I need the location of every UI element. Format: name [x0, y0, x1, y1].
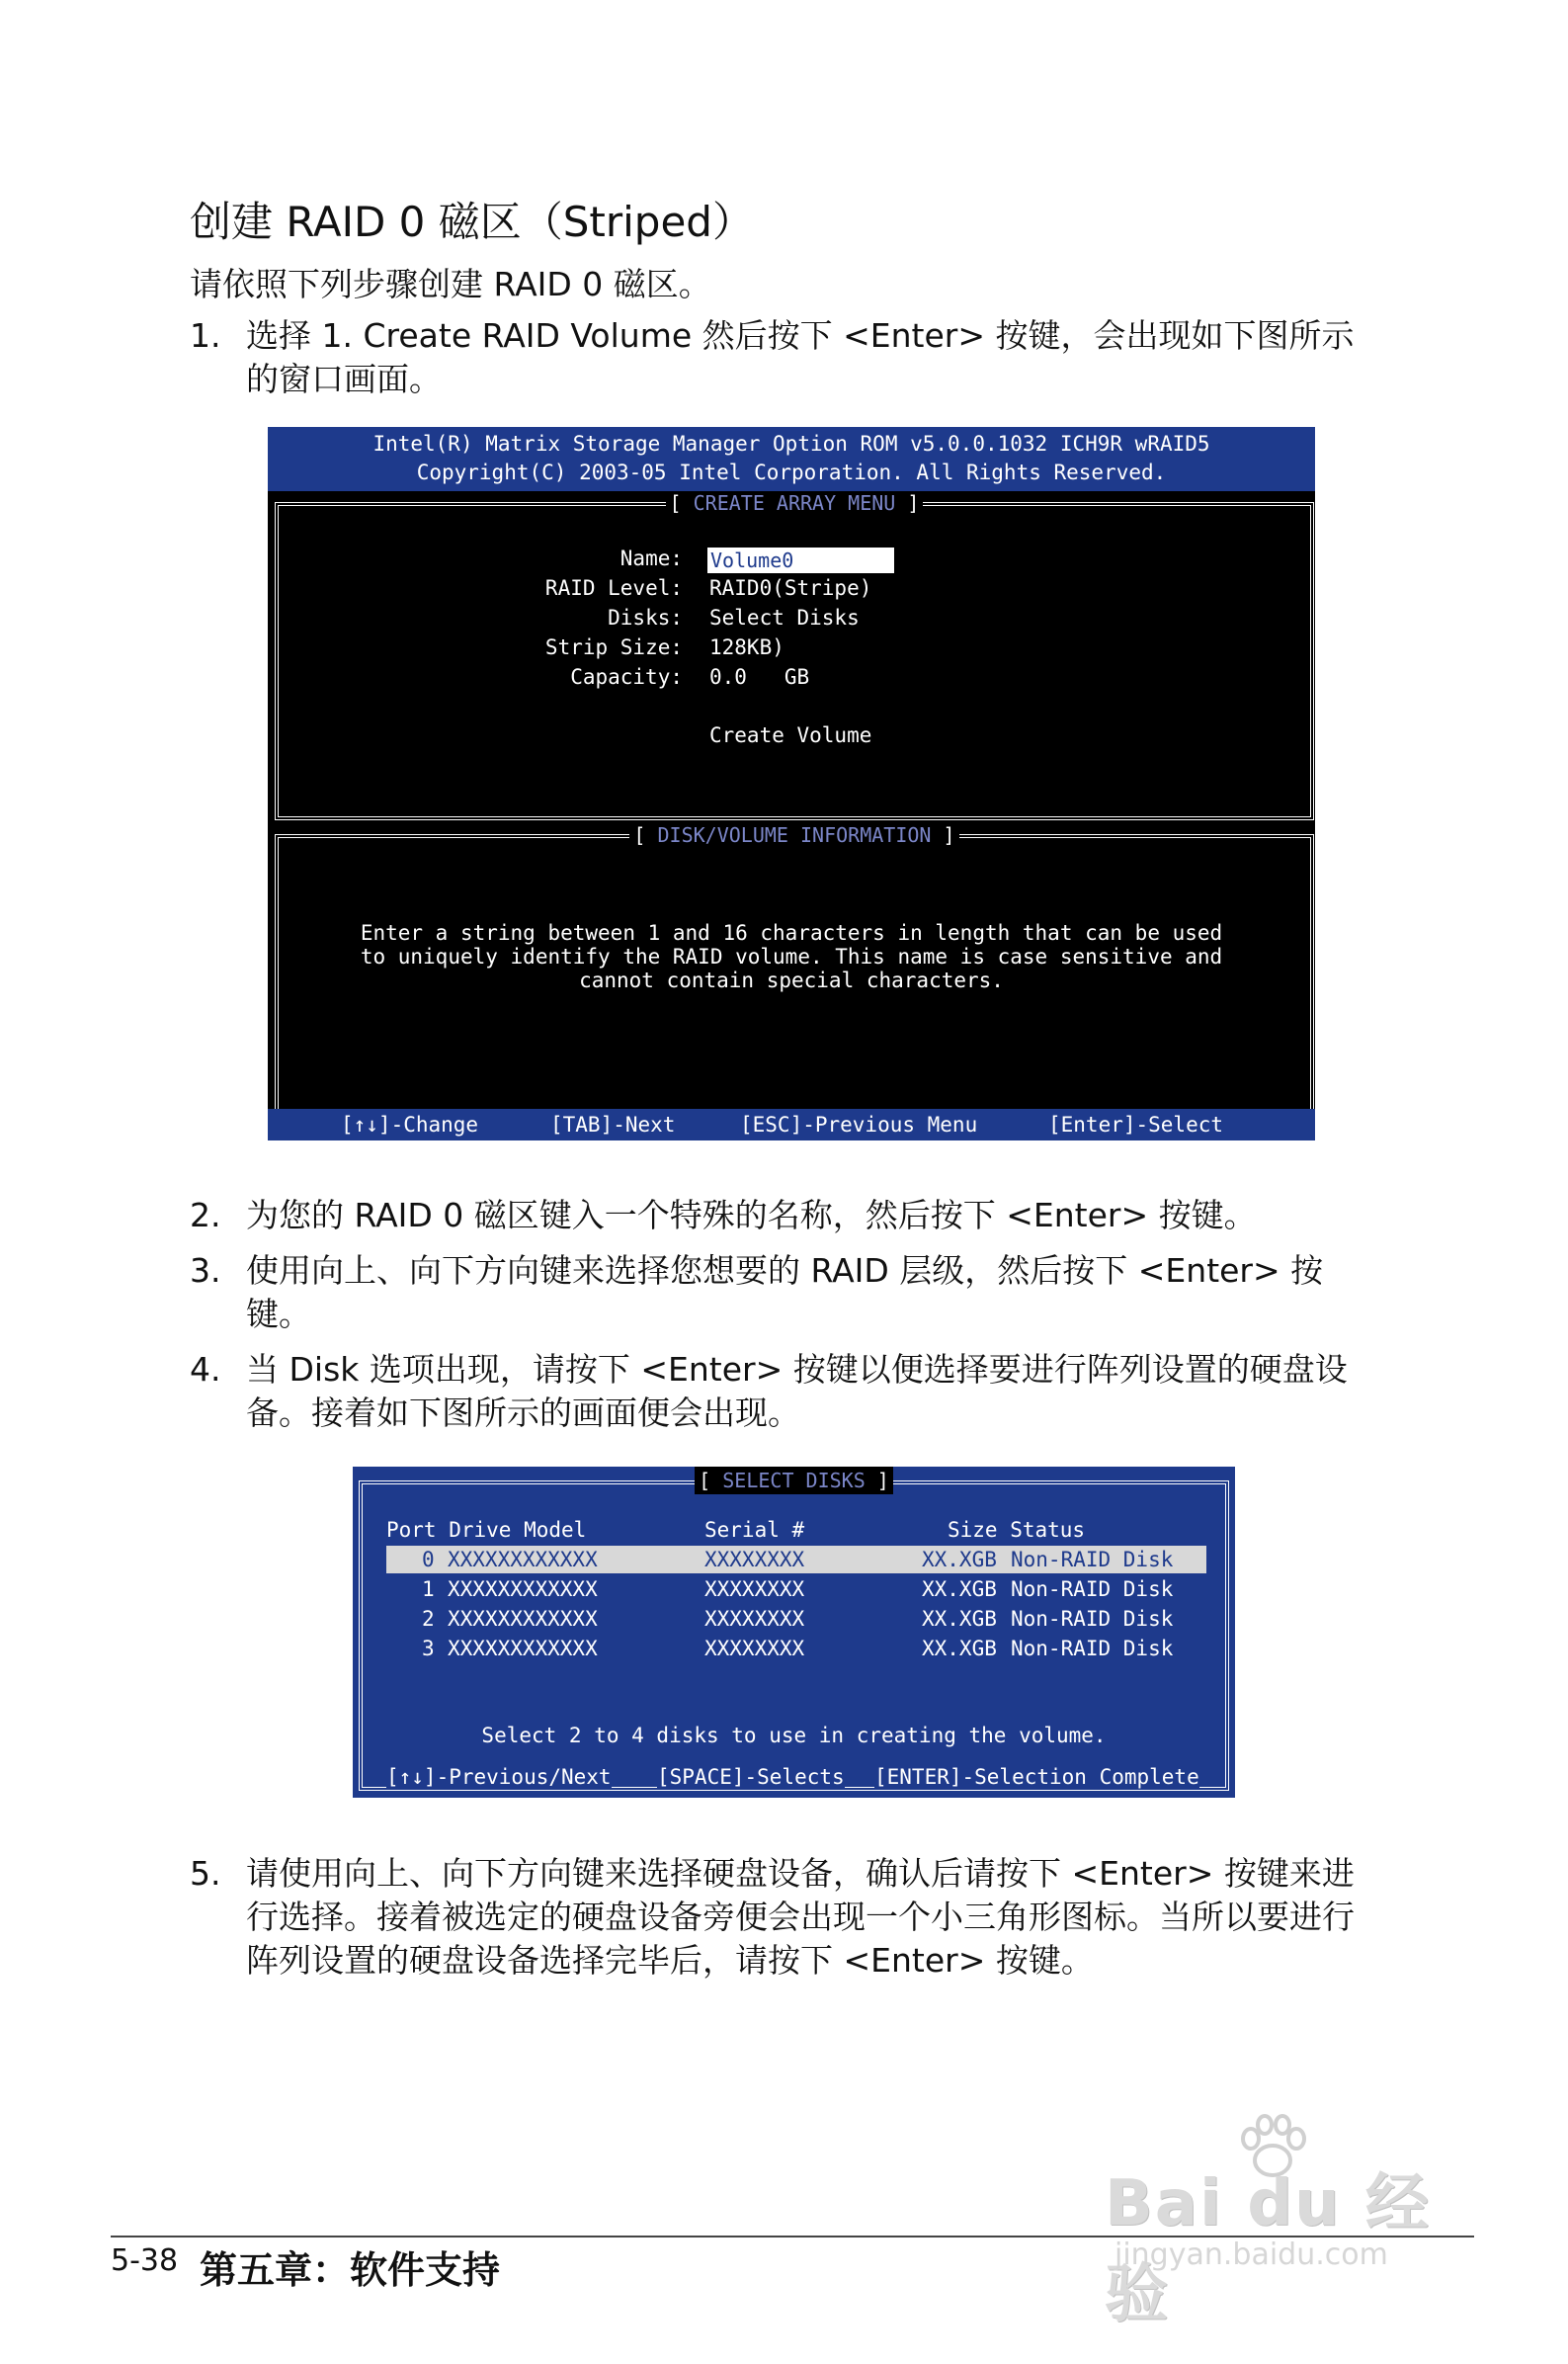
step-text: 为您的 RAID 0 磁区键入一个特殊的名称，然后按下 <Enter> 按键。: [246, 1196, 1257, 1234]
disk-model: XXXXXXXXXXXX: [448, 1577, 598, 1601]
info-line: Enter a string between 1 and 16 characters in length that can be used: [360, 921, 1223, 945]
bios-header-line2: Copyright(C) 2003-05 Intel Corporation. All Rights Reserved.: [416, 461, 1167, 484]
column-header-port-model: Port Drive Model: [386, 1518, 587, 1542]
disk-serial: XXXXXXXX: [704, 1577, 805, 1601]
raid-level-value[interactable]: RAID0(Stripe): [709, 576, 872, 600]
step-number: 1.: [190, 316, 221, 355]
change-key-hint: [↑↓]-Change: [341, 1113, 479, 1137]
disk-status: Non-RAID Disk: [1011, 1548, 1174, 1571]
create-array-screen: [268, 427, 1315, 1140]
menu-title: [ CREATE ARRAY MENU ]: [279, 492, 1310, 514]
step-text: 当 Disk 选项出现，请按下 <Enter> 按键以便选择要进行阵列设置的硬盘设备。接着如下图所示的画面便会出现。: [246, 1350, 1348, 1432]
disk-size: XX.XGB: [922, 1637, 997, 1660]
step-3: [190, 1249, 1375, 1336]
menu-title-text: CREATE ARRAY MENU: [693, 491, 896, 515]
chapter-title: 第五章：软件支持: [200, 2248, 501, 2292]
column-header-serial: Serial #: [704, 1518, 805, 1542]
strip-size-value[interactable]: 128KB): [709, 635, 784, 659]
step-4: [190, 1348, 1375, 1435]
field-label-name: Name:: [619, 547, 683, 570]
next-key-hint: [TAB]-Next: [550, 1113, 676, 1137]
disk-port: 2: [422, 1607, 435, 1631]
disks-value[interactable]: Select Disks: [709, 606, 860, 630]
name-input[interactable]: Volume0: [707, 548, 894, 573]
disk-port: 1: [422, 1577, 435, 1601]
disk-serial: XXXXXXXX: [704, 1637, 805, 1660]
step-text: 请使用向上、向下方向键来选择硬盘设备，确认后请按下 <Enter> 按键来进行选择。接着被选定的硬盘设备旁便会出现一个小三角形图标。当所以要进行阵列设置的硬盘设备选择完毕后，请按下 <Enter> 按键。: [246, 1854, 1355, 1980]
field-label-disks: Disks:: [608, 606, 683, 630]
step-2: [190, 1194, 1375, 1237]
disk-serial: XXXXXXXX: [704, 1607, 805, 1631]
intro-text: 请依照下列步骤创建 RAID 0 磁区。: [190, 265, 711, 303]
disk-status: Non-RAID Disk: [1011, 1577, 1174, 1601]
disk-status: Non-RAID Disk: [1011, 1637, 1174, 1660]
select-disks-hint: Select 2 to 4 disks to use in creating the volume.: [481, 1724, 1107, 1747]
prev-next-key-hint: [↑↓]-Previous/Next: [386, 1765, 612, 1789]
select-key-hint: [Enter]-Select: [1048, 1113, 1224, 1137]
info-title: [ DISK/VOLUME INFORMATION ]: [279, 824, 1310, 846]
select-disks-footer: [353, 1765, 1235, 1793]
field-label-strip-size: Strip Size:: [544, 635, 683, 659]
step-number: 2.: [190, 1196, 221, 1234]
capacity-value[interactable]: 0.0 GB: [709, 665, 810, 689]
enter-complete-key-hint: [ENTER]-Selection Complete: [874, 1765, 1199, 1789]
field-label-capacity: Capacity:: [570, 665, 683, 689]
step-text: 选择 1. Create RAID Volume 然后按下 <Enter> 按键，会出现如下图所示的窗口画面。: [246, 316, 1355, 398]
bios-footer-bar: [268, 1109, 1315, 1140]
disk-model: XXXXXXXXXXXX: [448, 1637, 598, 1660]
field-label-raid-level: RAID Level:: [544, 576, 683, 600]
info-text: [268, 921, 1315, 992]
info-line: to uniquely identify the RAID volume. This name is case sensitive and: [360, 945, 1223, 969]
step-number: 5.: [190, 1854, 221, 1893]
column-header-size-status: Size Status: [948, 1518, 1086, 1542]
disk-size: XX.XGB: [922, 1548, 997, 1571]
disk-status: Non-RAID Disk: [1011, 1607, 1174, 1631]
bios-header: [268, 427, 1315, 491]
disk-port: 3: [422, 1637, 435, 1660]
space-selects-key-hint: [SPACE]-Selects: [657, 1765, 845, 1789]
step-1: [190, 314, 1375, 401]
select-disks-title: [ SELECT DISKS ]: [353, 1467, 1235, 1494]
previous-menu-key-hint: [ESC]-Previous Menu: [740, 1113, 978, 1137]
page-number: 5-38: [111, 2243, 179, 2278]
select-disks-screen: [353, 1467, 1235, 1798]
disk-serial: XXXXXXXX: [704, 1548, 805, 1571]
disk-model: XXXXXXXXXXXX: [448, 1548, 598, 1571]
disk-size: XX.XGB: [922, 1607, 997, 1631]
disk-size: XX.XGB: [922, 1577, 997, 1601]
select-disks-title-text: SELECT DISKS: [722, 1469, 866, 1492]
watermark-url: jingyan.baidu.com: [1114, 2237, 1388, 2272]
disk-port: 0: [422, 1548, 435, 1571]
create-volume-button[interactable]: Create Volume: [709, 723, 872, 747]
step-number: 3.: [190, 1251, 221, 1290]
step-5: [190, 1852, 1375, 1983]
baidu-watermark: [1105, 2113, 1470, 2331]
bios-header-line1: Intel(R) Matrix Storage Manager Option ROM v5.0.0.1032 ICH9R wRAID5: [372, 432, 1210, 456]
info-title-text: DISK/VOLUME INFORMATION: [657, 823, 932, 847]
step-number: 4.: [190, 1350, 221, 1389]
watermark-brand: Bai du 经验: [1105, 2167, 1431, 2331]
section-heading: 创建 RAID 0 磁区（Striped）: [190, 198, 754, 246]
info-line: cannot contain special characters.: [579, 969, 1004, 992]
disk-model: XXXXXXXXXXXX: [448, 1607, 598, 1631]
step-text: 使用向上、向下方向键来选择您想要的 RAID 层级，然后按下 <Enter> 按键。: [246, 1251, 1324, 1333]
